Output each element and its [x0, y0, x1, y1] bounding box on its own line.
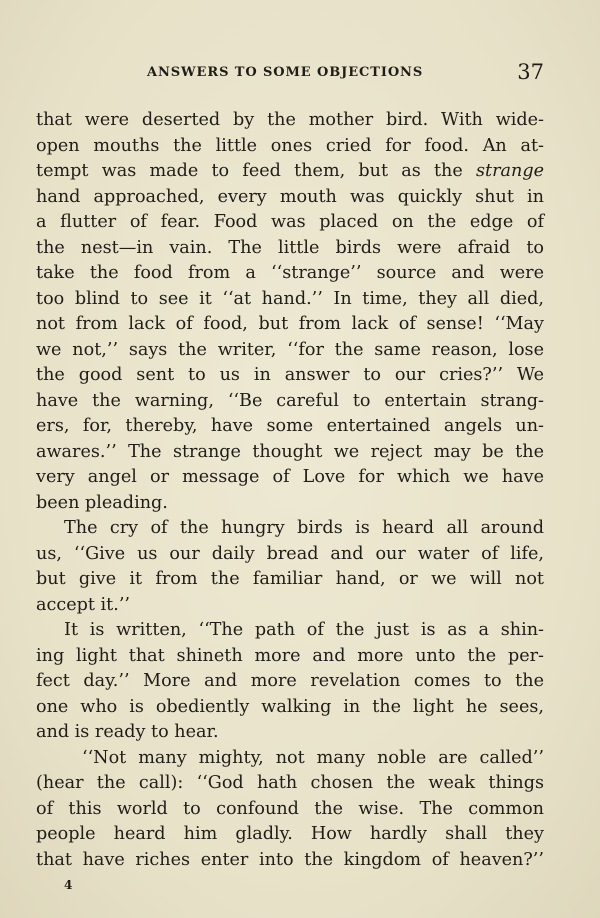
- text-line: the good sent to us in answer to our cries?’’ We: [36, 365, 544, 385]
- text-line: take the food from a ‘‘strange’’ source and were: [36, 263, 544, 283]
- text-line: the nest—in vain. The little birds were afraid to: [36, 237, 544, 258]
- signature-mark: 4: [64, 878, 73, 892]
- text-line: The cry of the hungry birds is heard all around: [64, 518, 544, 538]
- text-line: awares.’’ The strange thought we reject may be the: [36, 441, 544, 462]
- text-line: tempt was made to feed them, but as the strange: [36, 161, 544, 181]
- text-line: ers, for, thereby, have some entertained angels un-: [36, 416, 544, 436]
- text-line: hand approached, every mouth was quickly shut in: [36, 186, 544, 207]
- text-line: not from lack of food, but from lack of sense! ‘‘May: [36, 314, 544, 334]
- text-line: open mouths the little ones cried for food. An at-: [36, 135, 544, 156]
- running-title: ANSWERS TO SOME OBJECTIONS: [147, 65, 424, 80]
- text-line: been pleading.: [36, 492, 168, 513]
- text-line: It is written, ‘‘The path of the just is as a shin-: [64, 620, 544, 640]
- text-line: of this world to confound the wise. The common: [36, 798, 544, 819]
- text-line: but give it from the familiar hand, or we will not: [36, 569, 544, 589]
- text-line: that have riches enter into the kingdom of heaven?’’: [36, 849, 544, 870]
- text-line: accept it.’’: [36, 594, 131, 615]
- page-header: [147, 60, 544, 86]
- text-line: ‘‘Not many mighty, not many noble are called’’: [82, 747, 544, 768]
- text-line: one who is obediently walking in the light he sees,: [36, 696, 544, 717]
- text-line: people heard him gladly. How hardly shall they: [36, 824, 544, 844]
- text-line: (hear the call): ‘‘God hath chosen the weak things: [36, 773, 544, 793]
- page-number: 37: [517, 60, 544, 84]
- text-line: and is ready to hear.: [36, 722, 219, 742]
- text-line: a flutter of fear. Food was placed on the edge of: [36, 212, 544, 232]
- text-line: us, ‘‘Give us our daily bread and our water of life,: [36, 543, 544, 564]
- body-text: [36, 108, 544, 873]
- text-line: have the warning, ‘‘Be careful to entertain strang-: [36, 390, 544, 411]
- text-line: ing light that shineth more and more unto the per-: [36, 645, 544, 666]
- emphasized-word: strange: [475, 161, 544, 181]
- text-line: fect day.’’ More and more revelation comes to the: [36, 671, 544, 691]
- text-line: very angel or message of Love for which we have: [36, 467, 544, 487]
- text-line: that were deserted by the mother bird. With wide-: [36, 110, 544, 130]
- text-line: we not,’’ says the writer, ‘‘for the same reason, lose: [36, 339, 544, 360]
- text-line: too blind to see it ‘‘at hand.’’ In time, they all died,: [36, 288, 544, 309]
